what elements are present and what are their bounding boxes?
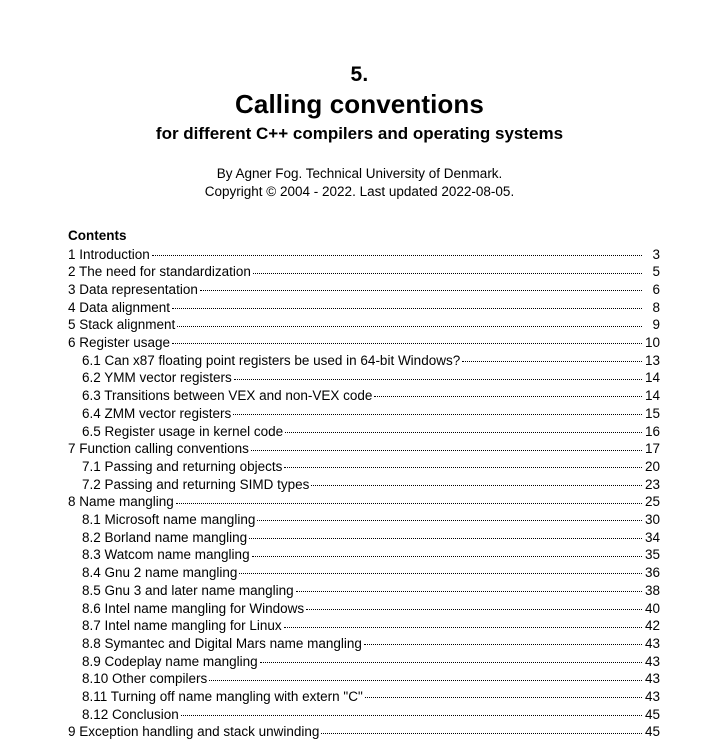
toc-dot-leader xyxy=(200,280,642,294)
toc-entry[interactable] xyxy=(68,351,660,369)
copyright-line: Copyright © 2004 - 2022. Last updated 2022-08-05. xyxy=(204,184,515,199)
toc-entry[interactable] xyxy=(68,670,660,688)
toc-dot-leader xyxy=(284,617,642,631)
toc-dot-leader xyxy=(176,493,642,507)
toc-entry-label: 7.2 Passing and returning SIMD types xyxy=(82,476,310,492)
toc-entry-label: 6.5 Register usage in kernel code xyxy=(82,423,284,439)
toc-entry[interactable] xyxy=(68,688,660,706)
toc-entry-label: 8.2 Borland name mangling xyxy=(82,529,248,545)
toc-entry-label: 5 Stack alignment xyxy=(68,317,176,333)
toc-entry[interactable] xyxy=(68,564,660,582)
toc-entry[interactable] xyxy=(68,280,660,298)
toc-entry[interactable] xyxy=(68,493,660,511)
toc-entry-page-number: 42 xyxy=(644,618,660,634)
toc-entry-label: 6 Register usage xyxy=(68,335,171,351)
toc-dot-leader xyxy=(249,528,642,542)
toc-entry-page-number: 35 xyxy=(644,547,660,563)
toc-entry-label: 8.9 Codeplay name mangling xyxy=(82,653,258,669)
toc-entry[interactable] xyxy=(68,634,660,652)
toc-dot-leader xyxy=(181,705,642,719)
toc-dot-leader xyxy=(252,546,642,560)
toc-entry-label: 9 Exception handling and stack unwinding xyxy=(68,724,320,740)
toc-entry-page-number: 14 xyxy=(644,388,660,404)
toc-entry-page-number: 5 xyxy=(652,264,660,280)
toc-entry[interactable] xyxy=(68,263,660,281)
toc-entry-page-number: 16 xyxy=(644,423,660,439)
toc-entry[interactable] xyxy=(68,581,660,599)
toc-entry-page-number: 10 xyxy=(644,335,660,351)
toc-dot-leader xyxy=(257,511,642,525)
toc-entry-label: 8.12 Conclusion xyxy=(82,706,179,722)
toc-list xyxy=(68,245,660,741)
toc-dot-leader xyxy=(234,369,642,383)
toc-entry-page-number: 30 xyxy=(644,512,660,528)
toc-entry-page-number: 36 xyxy=(644,565,660,581)
toc-dot-leader xyxy=(306,599,642,613)
document-title: Calling conventions xyxy=(235,89,484,119)
toc-dot-leader xyxy=(253,263,642,277)
toc-entry-label: 8.10 Other compilers xyxy=(82,671,208,687)
toc-entry[interactable] xyxy=(68,298,660,316)
toc-entry-label: 8.4 Gnu 2 name mangling xyxy=(82,565,238,581)
toc-entry-page-number: 20 xyxy=(644,458,660,474)
document-subtitle: for different C++ compilers and operating systems xyxy=(155,124,564,143)
toc-entry-page-number: 43 xyxy=(644,653,660,669)
toc-entry-page-number: 15 xyxy=(644,405,660,421)
chapter-number: 5. xyxy=(350,63,369,86)
toc-dot-leader xyxy=(311,475,642,489)
toc-dot-leader xyxy=(462,351,642,365)
toc-entry[interactable] xyxy=(68,617,660,635)
toc-entry-label: 8 Name mangling xyxy=(68,494,174,510)
toc-entry-label: 8.11 Turning off name mangling with extern "C" xyxy=(82,689,363,705)
toc-entry-page-number: 43 xyxy=(644,671,660,687)
toc-entry-label: 2 The need for standardization xyxy=(68,264,251,280)
toc-entry[interactable] xyxy=(68,334,660,352)
toc-dot-leader xyxy=(251,440,642,454)
toc-entry-page-number: 43 xyxy=(644,689,660,705)
toc-entry-label: 4 Data alignment xyxy=(68,299,171,315)
toc-entry-label: 1 Introduction xyxy=(68,246,150,262)
toc-entry-page-number: 40 xyxy=(644,600,660,616)
toc-entry-page-number: 45 xyxy=(644,724,660,740)
toc-entry-page-number: 17 xyxy=(644,441,660,457)
contents-heading: Contents xyxy=(68,228,127,243)
toc-entry[interactable] xyxy=(68,422,660,440)
toc-entry-page-number: 23 xyxy=(644,476,660,492)
toc-entry-label: 6.3 Transitions between VEX and non-VEX code xyxy=(82,388,373,404)
toc-dot-leader xyxy=(152,245,642,259)
toc-entry-label: 7.1 Passing and returning objects xyxy=(82,458,283,474)
toc-dot-leader xyxy=(296,581,642,595)
toc-dot-leader xyxy=(285,422,642,436)
toc-entry-page-number: 9 xyxy=(652,317,660,333)
toc-dot-leader xyxy=(209,670,642,684)
toc-entry[interactable] xyxy=(68,440,660,458)
toc-entry[interactable] xyxy=(68,475,660,493)
toc-dot-leader xyxy=(364,634,642,648)
toc-entry-page-number: 38 xyxy=(644,582,660,598)
toc-dot-leader xyxy=(284,457,642,471)
toc-entry-label: 8.3 Watcom name mangling xyxy=(82,547,250,563)
toc-entry-label: 6.4 ZMM vector registers xyxy=(82,405,232,421)
toc-entry-page-number: 25 xyxy=(644,494,660,510)
toc-entry[interactable] xyxy=(68,528,660,546)
toc-entry-label: 8.8 Symantec and Digital Mars name mangling xyxy=(82,635,362,651)
toc-entry-page-number: 43 xyxy=(644,635,660,651)
toc-dot-leader xyxy=(260,652,642,666)
toc-entry-page-number: 13 xyxy=(644,352,660,368)
toc-dot-leader xyxy=(233,404,642,418)
toc-entry[interactable] xyxy=(68,316,660,334)
toc-entry-label: 8.6 Intel name mangling for Windows xyxy=(82,600,305,616)
toc-entry-page-number: 8 xyxy=(652,299,660,315)
toc-entry-page-number: 34 xyxy=(644,529,660,545)
toc-entry[interactable] xyxy=(68,511,660,529)
toc-dot-leader xyxy=(172,298,642,312)
toc-entry-label: 3 Data representation xyxy=(68,281,198,297)
toc-entry-page-number: 45 xyxy=(644,706,660,722)
toc-entry[interactable] xyxy=(68,705,660,723)
toc-entry[interactable] xyxy=(68,404,660,422)
toc-dot-leader xyxy=(239,564,642,578)
toc-entry[interactable] xyxy=(68,546,660,564)
toc-entry-label: 8.5 Gnu 3 and later name mangling xyxy=(82,582,294,598)
toc-entry-label: 7 Function calling conventions xyxy=(68,441,249,457)
table-of-contents xyxy=(0,227,719,741)
toc-entry-page-number: 6 xyxy=(652,281,660,297)
toc-entry[interactable] xyxy=(68,723,660,741)
toc-entry-page-number: 14 xyxy=(644,370,660,386)
author-byline: By Agner Fog. Technical University of Denmark. xyxy=(216,166,503,181)
toc-entry[interactable] xyxy=(68,457,660,475)
toc-dot-leader xyxy=(374,387,642,401)
toc-entry[interactable] xyxy=(68,652,660,670)
toc-dot-leader xyxy=(172,334,642,348)
toc-entry[interactable] xyxy=(68,599,660,617)
toc-dot-leader xyxy=(365,688,642,702)
toc-entry[interactable] xyxy=(68,245,660,263)
toc-entry-page-number: 3 xyxy=(652,246,660,262)
toc-entry[interactable] xyxy=(68,387,660,405)
toc-entry-label: 8.7 Intel name mangling for Linux xyxy=(82,618,282,634)
toc-dot-leader xyxy=(177,316,642,330)
toc-entry-label: 8.1 Microsoft name mangling xyxy=(82,512,256,528)
toc-dot-leader xyxy=(321,723,642,737)
toc-entry-label: 6.2 YMM vector registers xyxy=(82,370,232,386)
toc-entry-label: 6.1 Can x87 floating point registers be used in 64-bit Windows? xyxy=(82,352,461,368)
title-block xyxy=(0,0,719,201)
toc-entry[interactable] xyxy=(68,369,660,387)
